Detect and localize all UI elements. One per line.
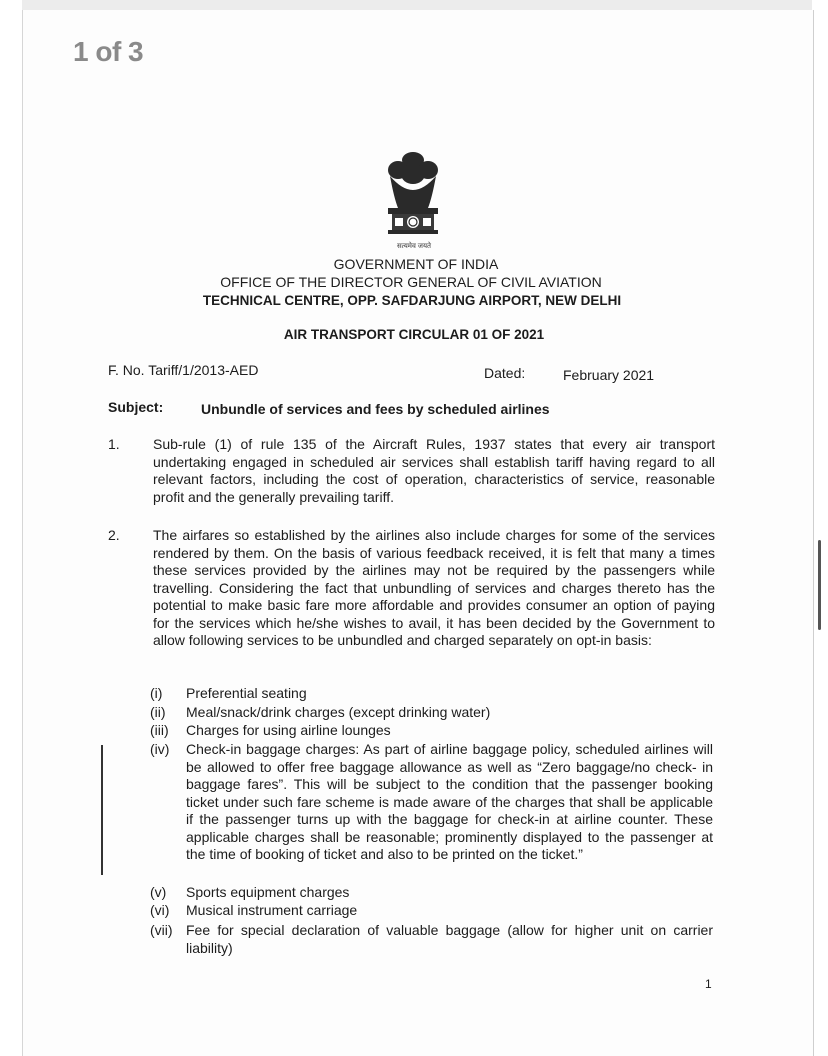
list-item-text: Fee for special declaration of valuable baggage (allow for higher unit on carrier liability) [186, 922, 713, 956]
letterhead-office: OFFICE OF THE DIRECTOR GENERAL OF CIVIL AVIATION [220, 274, 602, 290]
page-top-edge [22, 0, 812, 10]
list-item-text: Charges for using airline lounges [186, 722, 391, 738]
letterhead-address: TECHNICAL CENTRE, OPP. SAFDARJUNG AIRPORT, NEW DELHI [202, 293, 622, 308]
margin-marker-line [101, 745, 103, 875]
list-item-marker: (i) [150, 685, 163, 701]
letterhead-government: GOVERNMENT OF INDIA [333, 256, 499, 272]
circular-title: AIR TRANSPORT CIRCULAR 01 OF 2021 [283, 327, 545, 342]
list-item-text: Check-in baggage charges: As part of airline baggage policy, scheduled airlines will be allowed to offer free baggage allowance as well as “Zero baggage/no check- in baggage fares”. This will be subject to the condition that the passenger booking ticket under such fare scheme is made aware of the charges that shall be applicable if the passenger turns up with the baggage for check-in at airline counter. These applicable charges shall be reasonable; prominently displayed to the passenger at the time of booking of ticket and also to be printed on the ticket.” [186, 741, 713, 862]
list-item-marker: (vii) [150, 922, 173, 938]
state-emblem-icon [376, 146, 450, 256]
page-number: 1 [705, 977, 712, 991]
scrollbar-thumb[interactable] [818, 540, 821, 630]
emblem-motto: सत्यमेव जयते [396, 243, 432, 250]
paragraph-number: 1. [108, 436, 120, 452]
paragraph-2: The airfares so established by the airlines also include charges for some of the services rendered by them. On the basis of various feedback received, it is felt that many a times these services provided by the airlines may not be required by the passengers while travelling. Considering the fact that unbundling of services and charges thereto has the potential to make basic fare more affordable and provides consumer an option of paying for the services which he/she wishes to avail, it has been decided by the Government to allow following services to be unbundled and charged separately on opt-in basis: [153, 527, 715, 648]
paragraph-number: 2. [108, 527, 120, 543]
list-item-marker: (iv) [150, 741, 170, 757]
file-number: F. No. Tariff/1/2013-AED [108, 362, 259, 378]
list-item-marker: (iii) [150, 722, 169, 738]
page-counter: 1 of 3 [73, 36, 144, 67]
paragraph-1: Sub-rule (1) of rule 135 of the Aircraft Rules, 1937 states that every air transport undertaking engaged in scheduled air services shall establish tariff having regard to all relevant factors, including the cost of operation, characteristics of service, reasonable profit and the generally prevailing tariff. [153, 436, 715, 505]
subject-text: Unbundle of services and fees by scheduled airlines [201, 401, 550, 417]
list-item-text: Meal/snack/drink charges (except drinking water) [186, 704, 491, 720]
list-item-marker: (ii) [150, 704, 166, 720]
list-item-text: Sports equipment charges [186, 884, 350, 900]
list-item-text: Musical instrument carriage [186, 902, 358, 918]
subject-label: Subject: [108, 399, 164, 415]
dated-label: Dated: [484, 365, 526, 381]
list-item-text: Preferential seating [186, 685, 307, 701]
dated-value: February 2021 [563, 367, 655, 383]
list-item-marker: (vi) [150, 902, 170, 918]
list-item-marker: (v) [150, 884, 167, 900]
